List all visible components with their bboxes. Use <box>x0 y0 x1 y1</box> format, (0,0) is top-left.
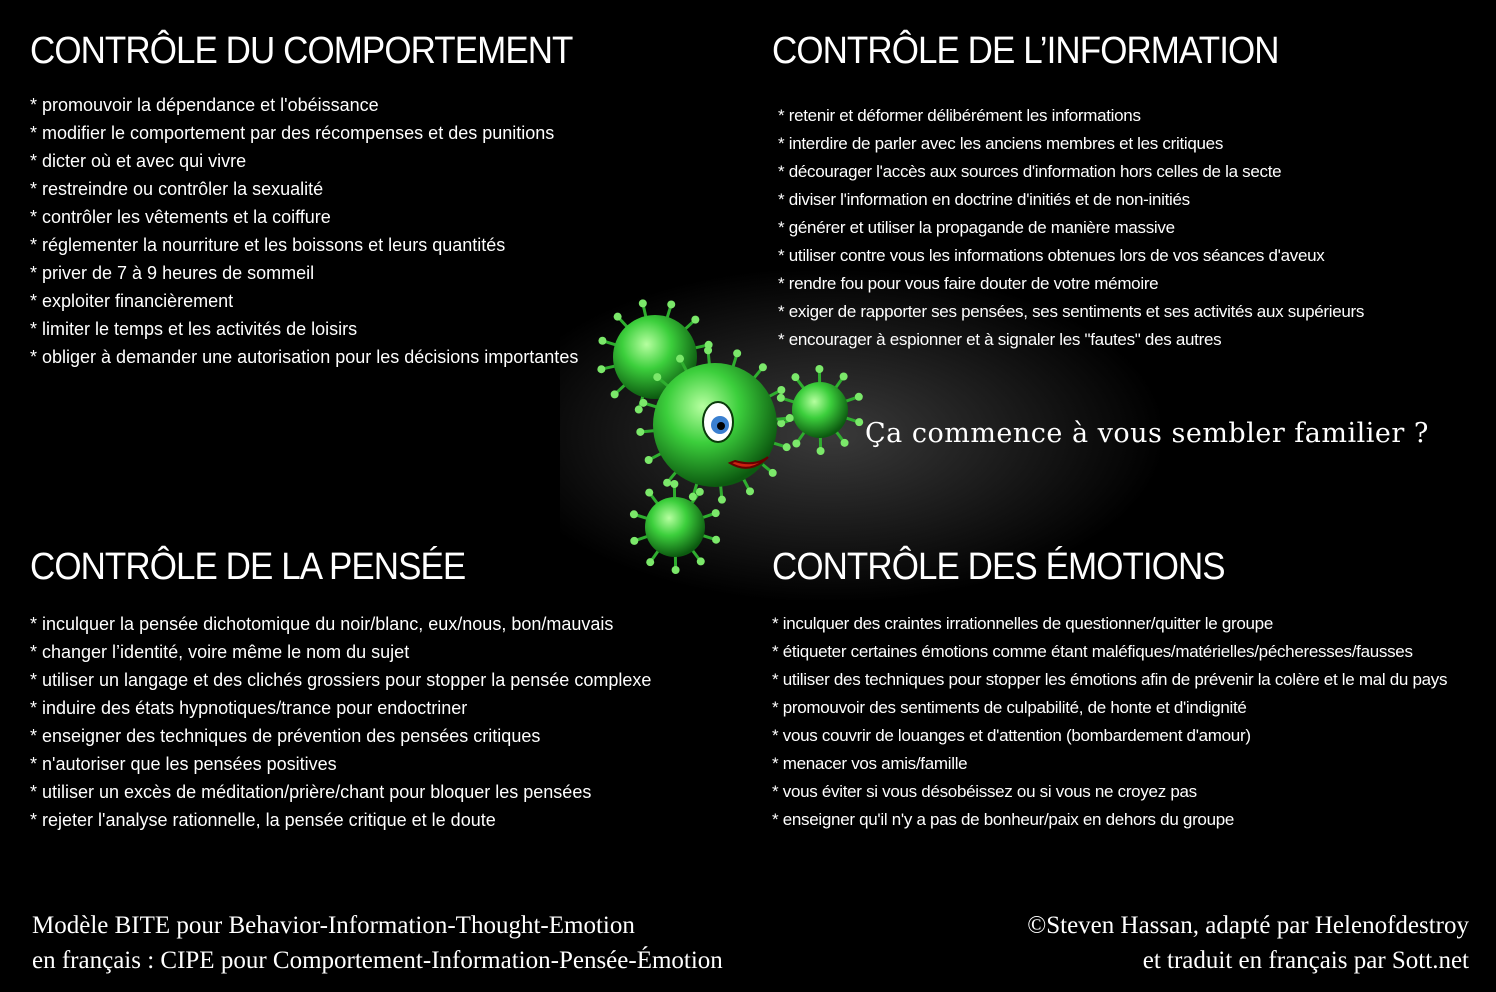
virus-cell <box>630 480 720 574</box>
list-item: * induire des états hypnotiques/trance pour endoctriner <box>30 698 468 718</box>
list-item: * promouvoir la dépendance et l'obéissance <box>30 95 379 115</box>
list-item: * contrôler les vêtements et la coiffure <box>30 207 331 227</box>
section-thought-control <box>30 546 651 834</box>
list-item: * encourager à espionner et à signaler les "fautes" des autres <box>778 330 1222 349</box>
list-item: * limiter le temps et les activités de loisirs <box>30 319 358 339</box>
footer-model-credit <box>32 908 723 978</box>
list-item: * modifier le comportement par des récompenses et des punitions <box>30 123 555 143</box>
tagline: Ça commence à vous sembler familier ? <box>865 418 1429 449</box>
footer-line: Modèle BITE pour Behavior-Information-Thought-Emotion <box>32 912 635 939</box>
footer-author-credit <box>1027 908 1469 978</box>
list-item: * générer et utiliser la propagande de manière massive <box>778 218 1175 237</box>
section-title: CONTRÔLE DES ÉMOTIONS <box>772 546 1225 588</box>
list-item: * inculquer des craintes irrationnelles de questionner/quitter le groupe <box>772 614 1273 633</box>
list-item: * rejeter l'analyse rationnelle, la pensée critique et le doute <box>30 810 496 830</box>
list-item: * décourager l'accès aux sources d'information hors celles de la secte <box>778 162 1282 181</box>
list-item: * vous couvrir de louanges et d'attention (bombardement d'amour) <box>772 726 1251 745</box>
list-item: * utiliser des techniques pour stopper les émotions afin de prévenir la colère et le mal du pays <box>772 670 1448 689</box>
list-item: * obliger à demander une autorisation pour les décisions importantes <box>30 347 579 367</box>
list-item: * priver de 7 à 9 heures de sommeil <box>30 263 315 283</box>
list-item: * exploiter financièrement <box>30 291 234 311</box>
item-list <box>30 610 651 834</box>
list-item: * étiqueter certaines émotions comme étant maléfiques/matérielles/pécheresses/fausses <box>772 642 1413 661</box>
footer-line: et traduit en français par Sott.net <box>1142 947 1469 974</box>
list-item: * menacer vos amis/famille <box>772 754 968 773</box>
list-item: * dicter où et avec qui vivre <box>30 151 247 171</box>
footer-line: en français : CIPE pour Comportement-Information-Pensée-Émotion <box>32 947 723 974</box>
list-item: * rendre fou pour vous faire douter de votre mémoire <box>778 274 1159 293</box>
section-behavior-control <box>30 30 620 371</box>
item-list <box>772 610 1447 834</box>
list-item: * restreindre ou contrôler la sexualité <box>30 179 324 199</box>
list-item: * changer l’identité, voire même le nom du sujet <box>30 642 410 662</box>
list-item: * utiliser un langage et des clichés grossiers pour stopper la pensée complexe <box>30 670 652 690</box>
list-item: * enseigner qu'il n'y a pas de bonheur/paix en dehors du groupe <box>772 810 1235 829</box>
item-list <box>30 91 620 371</box>
list-item: * promouvoir des sentiments de culpabilité, de honte et d'indignité <box>772 698 1247 717</box>
list-item: * inculquer la pensée dichotomique du noir/blanc, eux/nous, bon/mauvais <box>30 614 614 634</box>
list-item: * vous éviter si vous désobéissez ou si vous ne croyez pas <box>772 782 1197 801</box>
list-item: * exiger de rapporter ses pensées, ses sentiments et ses activités aux supérieurs <box>778 302 1365 321</box>
virus-cell <box>777 365 863 455</box>
section-emotion-control <box>772 546 1447 834</box>
list-item: * utiliser un excès de méditation/prière/chant pour bloquer les pensées <box>30 782 592 802</box>
list-item: * diviser l'information en doctrine d'initiés et de non-initiés <box>778 190 1190 209</box>
section-title: CONTRÔLE DE LA PENSÉE <box>30 546 466 588</box>
list-item: * n'autoriser que les pensées positives <box>30 754 337 774</box>
list-item: * interdire de parler avec les anciens membres et les critiques <box>778 134 1224 153</box>
section-title: CONTRÔLE DE L’INFORMATION <box>772 30 1279 72</box>
list-item: * réglementer la nourriture et les boissons et leurs quantités <box>30 235 506 255</box>
virus-mascot-icon <box>590 295 870 585</box>
list-item: * enseigner des techniques de prévention des pensées critiques <box>30 726 541 746</box>
section-title: CONTRÔLE DU COMPORTEMENT <box>30 30 573 72</box>
list-item: * utiliser contre vous les informations obtenues lors de vos séances d'aveux <box>778 246 1325 265</box>
footer-line: ©Steven Hassan, adapté par Helenofdestroy <box>1027 912 1469 939</box>
list-item: * retenir et déformer délibérément les informations <box>778 106 1141 125</box>
